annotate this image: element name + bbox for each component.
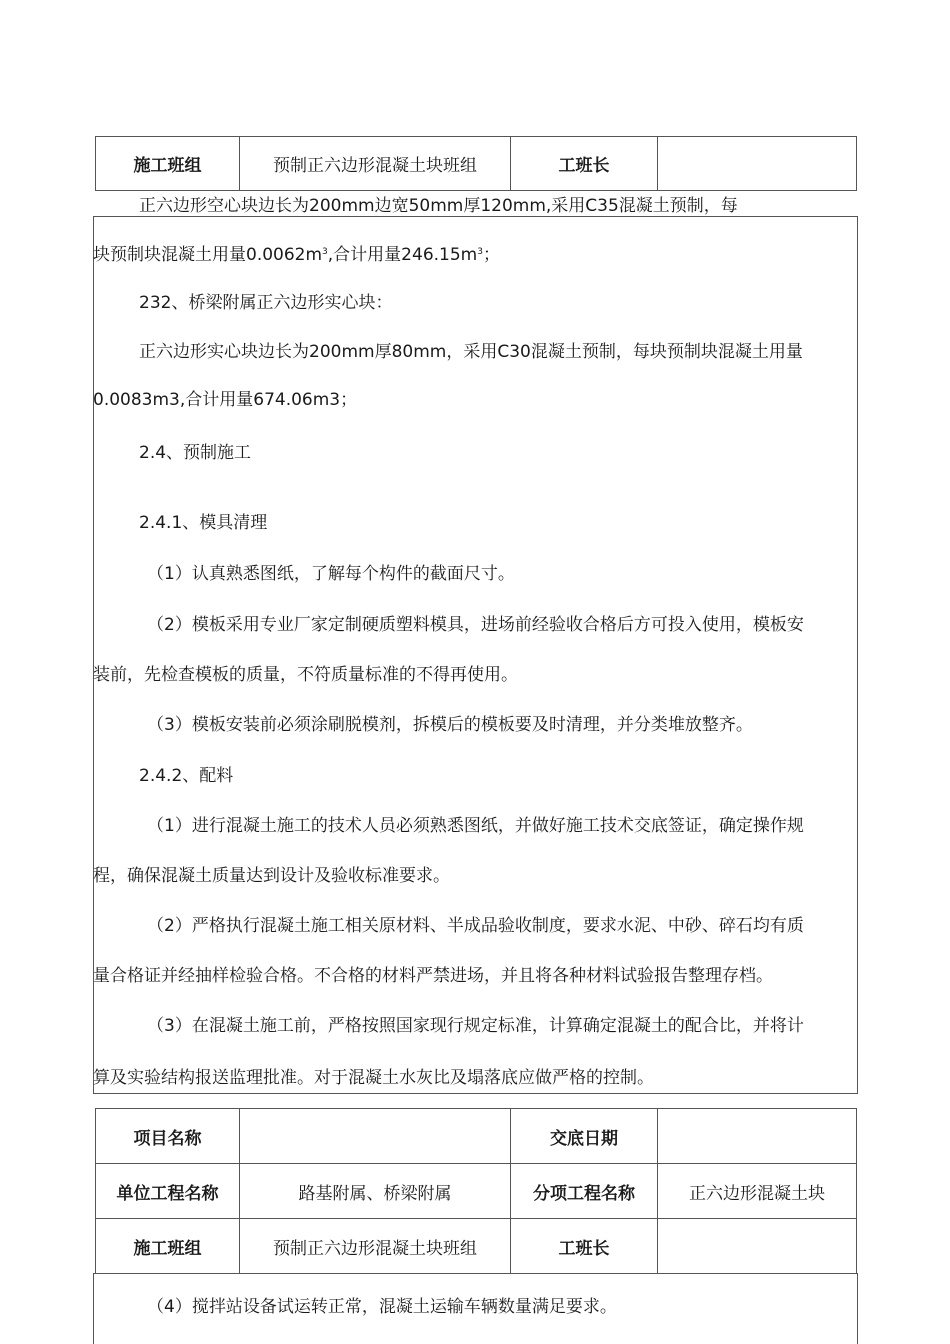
leader-value-bottom xyxy=(658,1219,857,1274)
heading-2-4-1: 2.4.1、模具清理 xyxy=(139,513,268,533)
handover-date-label: 交底日期 xyxy=(511,1109,658,1164)
item-batch-4: （4）搅拌站设备试运转正常，混凝土运输车辆数量满足要求。 xyxy=(147,1297,617,1317)
para-hollow-block-2 xyxy=(93,242,500,265)
superscript-b: 3 xyxy=(477,247,483,257)
item-batch-1a: （1）进行混凝土施工的技术人员必须熟悉图纸，并做好施工技术交底签证，确定操作规 xyxy=(147,816,804,836)
handover-date-value xyxy=(658,1109,857,1164)
item-batch-2a: （2）严格执行混凝土施工相关原材料、半成品验收制度，要求水泥、中砂、碎石均有质 xyxy=(147,916,804,936)
item-mold-2a: （2）模板采用专业厂家定制硬质塑料模具，进场前经验收合格后方可投入使用，模板安 xyxy=(147,615,804,635)
sub-project-value: 正六边形混凝土块 xyxy=(658,1164,857,1219)
item-batch-1b: 程，确保混凝土质量达到设计及验收标准要求。 xyxy=(93,866,450,886)
unit-project-value: 路基附属、桥梁附属 xyxy=(240,1164,511,1219)
item-mold-1: （1）认真熟悉图纸，了解每个构件的截面尺寸。 xyxy=(147,564,515,584)
para-hollow-text-c: ； xyxy=(482,245,500,265)
item-batch-2b: 量合格证并经抽样检验合格。不合格的材料严禁进场，并且将各种材料试验报告整理存档。 xyxy=(93,966,773,986)
heading-232: 232、桥梁附属正六边形实心块： xyxy=(139,293,393,313)
project-name-label: 项目名称 xyxy=(96,1109,240,1164)
team-label-bottom: 施工班组 xyxy=(96,1219,240,1274)
item-mold-3: （3）模板安装前必须涂刷脱模剂，拆模后的模板要及时清理，并分类堆放整齐。 xyxy=(147,715,753,735)
team-value: 预制正六边形混凝土块班组 xyxy=(240,137,511,191)
leader-value xyxy=(658,137,857,191)
item-batch-3a: （3）在混凝土施工前，严格按照国家现行规定标准，计算确定混凝土的配合比，并将计 xyxy=(147,1016,804,1036)
unit-project-label: 单位工程名称 xyxy=(96,1164,240,1219)
leader-label: 工班长 xyxy=(511,137,658,191)
para-solid-block-1: 正六边形实心块边长为200mm厚80mm，采用C30混凝土预制，每块预制块混凝土用量 xyxy=(139,342,803,362)
para-solid-block-2: 0.0083m3,合计用量674.06m3； xyxy=(93,390,358,410)
para-hollow-text-a: 块预制块混凝土用量0.0062m xyxy=(93,245,323,265)
item-mold-2b: 装前，先检查模板的质量，不符质量标准的不得再使用。 xyxy=(93,665,518,685)
team-value-bottom: 预制正六边形混凝土块班组 xyxy=(240,1219,511,1274)
right-edge-tick xyxy=(857,414,858,488)
project-name-value xyxy=(240,1109,511,1164)
team-label: 施工班组 xyxy=(96,137,240,191)
left-edge-tick xyxy=(93,414,94,488)
superscript-a: 3 xyxy=(322,247,328,257)
heading-2-4-2: 2.4.2、配料 xyxy=(139,766,234,786)
bottom-header-table xyxy=(95,1108,857,1274)
top-header-table xyxy=(95,136,857,191)
para-hollow-block-1: 正六边形空心块边长为200mm边宽50mm厚120mm,采用C35混凝土预制，每 xyxy=(139,196,738,216)
item-batch-3b: 算及实验结构报送监理批准。对于混凝土水灰比及塌落底应做严格的控制。 xyxy=(93,1068,654,1088)
sub-project-label: 分项工程名称 xyxy=(511,1164,658,1219)
para-hollow-text-b: ,合计用量246.15m xyxy=(327,245,478,265)
leader-label-bottom: 工班长 xyxy=(511,1219,658,1274)
heading-2-4: 2.4、预制施工 xyxy=(139,443,252,463)
